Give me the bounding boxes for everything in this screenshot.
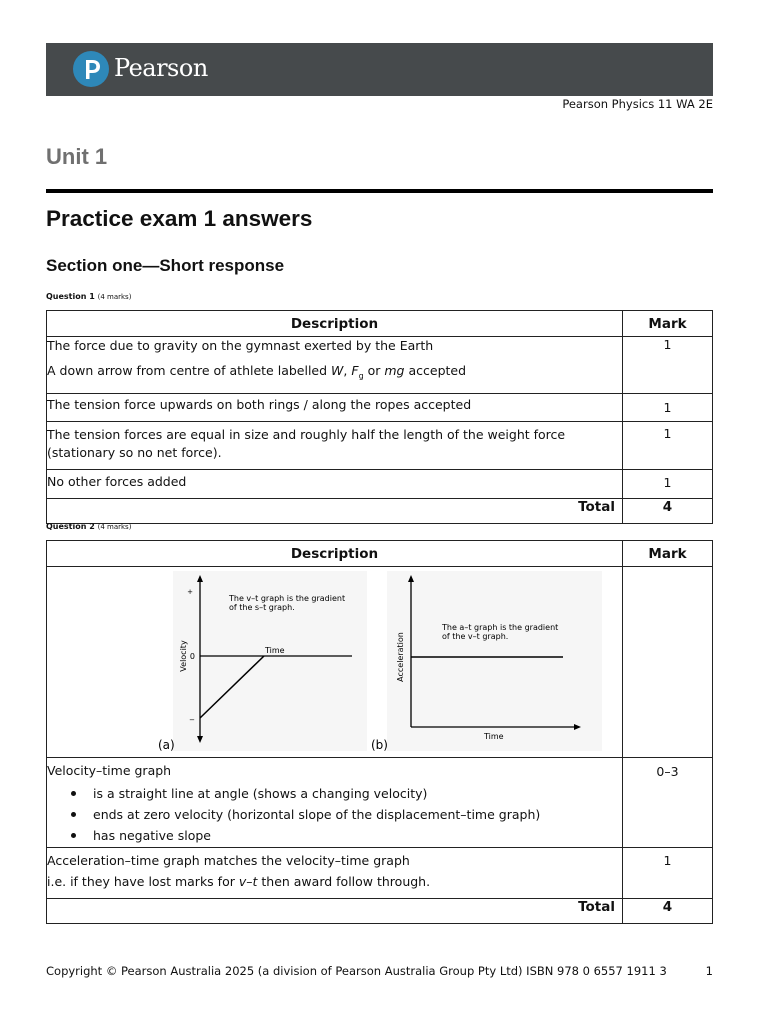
- total-label: Total: [47, 498, 623, 523]
- row-text: The tension force upwards on both rings / along the ropes accepted: [47, 396, 472, 412]
- row-text: A down arrow from centre of athlete labelled W, $F_g$ or mg accepted: [47, 363, 467, 381]
- question-marks: (4 marks): [97, 523, 132, 531]
- description-cell: [47, 337, 623, 394]
- question-2-table: [46, 540, 713, 924]
- section-title: Section one—Short response: [46, 256, 285, 275]
- total-value: 4: [623, 899, 713, 924]
- graph-cell: [47, 567, 623, 758]
- heading-rule: [46, 189, 713, 193]
- graph-b-caption: (b): [371, 738, 388, 752]
- table-row: [47, 469, 713, 498]
- row-text: The tension forces are equal in size and roughly half the length of the weight force (stationary so no net force).: [47, 426, 566, 460]
- question-2-label: [46, 522, 131, 531]
- graph-b-background: [387, 571, 602, 751]
- table-row: [47, 337, 713, 394]
- tick-zero: 0: [189, 652, 195, 661]
- description-cell: [47, 421, 623, 469]
- answer-graphs: [47, 567, 623, 757]
- table-row: [47, 421, 713, 469]
- graph-a-note-line2: of the s–t graph.: [229, 603, 295, 612]
- mark-header: Mark: [623, 541, 713, 567]
- footer: [46, 964, 713, 978]
- mark-cell: 1: [623, 393, 713, 421]
- row-text: Velocity–time graph: [47, 763, 172, 778]
- graph-b-note-line2: of the v–t graph.: [442, 632, 509, 641]
- header-banner: [46, 43, 713, 96]
- graph-b-xlabel: Time: [484, 732, 504, 741]
- table-header-row: [47, 311, 713, 337]
- row-text: No other forces added: [47, 473, 187, 489]
- mark-cell: 0–3: [623, 758, 713, 848]
- table-header-row: [47, 541, 713, 567]
- row-text: Acceleration–time graph matches the velocity–time graph: [47, 853, 410, 868]
- list-item: ends at zero velocity (horizontal slope of the displacement–time graph): [93, 805, 622, 824]
- tick-minus: −: [189, 716, 195, 724]
- mark-cell: 1: [623, 469, 713, 498]
- description-cell: [47, 758, 623, 848]
- graph-b-note-line1: The a–t graph is the gradient: [442, 623, 559, 632]
- mark-cell: [623, 567, 713, 758]
- graph-row: [47, 567, 713, 758]
- mark-cell: 1: [623, 421, 713, 469]
- book-title: Pearson Physics 11 WA 2E: [562, 97, 713, 111]
- row-text: i.e. if they have lost marks for v–t then award follow through.: [47, 874, 431, 889]
- description-header: Description: [47, 541, 623, 567]
- total-label: Total: [47, 899, 623, 924]
- table-row: [47, 393, 713, 421]
- total-row: [47, 498, 713, 523]
- description-cell: [47, 393, 623, 421]
- pearson-logo-icon: [73, 51, 109, 87]
- question-1-label: [46, 292, 131, 301]
- question-label-text: Question 2: [46, 522, 95, 531]
- page-title: Practice exam 1 answers: [46, 206, 313, 231]
- tick-plus: +: [187, 588, 193, 596]
- table-row: [47, 848, 713, 899]
- description-cell: [47, 848, 623, 899]
- graph-a-caption: (a): [158, 738, 175, 752]
- brand-wordmark: Pearson: [114, 54, 208, 82]
- mark-cell: 1: [623, 848, 713, 899]
- row-text: The force due to gravity on the gymnast exerted by the Earth: [47, 338, 434, 353]
- description-cell: [47, 469, 623, 498]
- unit-label: Unit 1: [46, 144, 108, 169]
- bullet-list: [47, 784, 622, 845]
- page-number: 1: [705, 964, 713, 978]
- table-row: [47, 758, 713, 848]
- graph-a-ylabel: Velocity: [179, 640, 188, 672]
- question-label-text: Question 1: [46, 292, 95, 301]
- list-item: is a straight line at angle (shows a changing velocity): [93, 784, 622, 803]
- question-marks: (4 marks): [97, 293, 132, 301]
- graph-a-xlabel: Time: [265, 646, 285, 655]
- total-value: 4: [623, 498, 713, 523]
- mark-header: Mark: [623, 311, 713, 337]
- list-item: has negative slope: [93, 826, 622, 845]
- question-1-table: [46, 310, 713, 524]
- total-row: [47, 899, 713, 924]
- description-header: Description: [47, 311, 623, 337]
- copyright-text: Copyright © Pearson Australia 2025 (a division of Pearson Australia Group Pty Ltd) ISBN 978 0 6557 1911 3: [46, 964, 667, 978]
- graph-a-note-line1: The v–t graph is the gradient: [229, 594, 346, 603]
- graph-b-ylabel: Acceleration: [396, 632, 405, 682]
- mark-cell: 1: [623, 337, 713, 394]
